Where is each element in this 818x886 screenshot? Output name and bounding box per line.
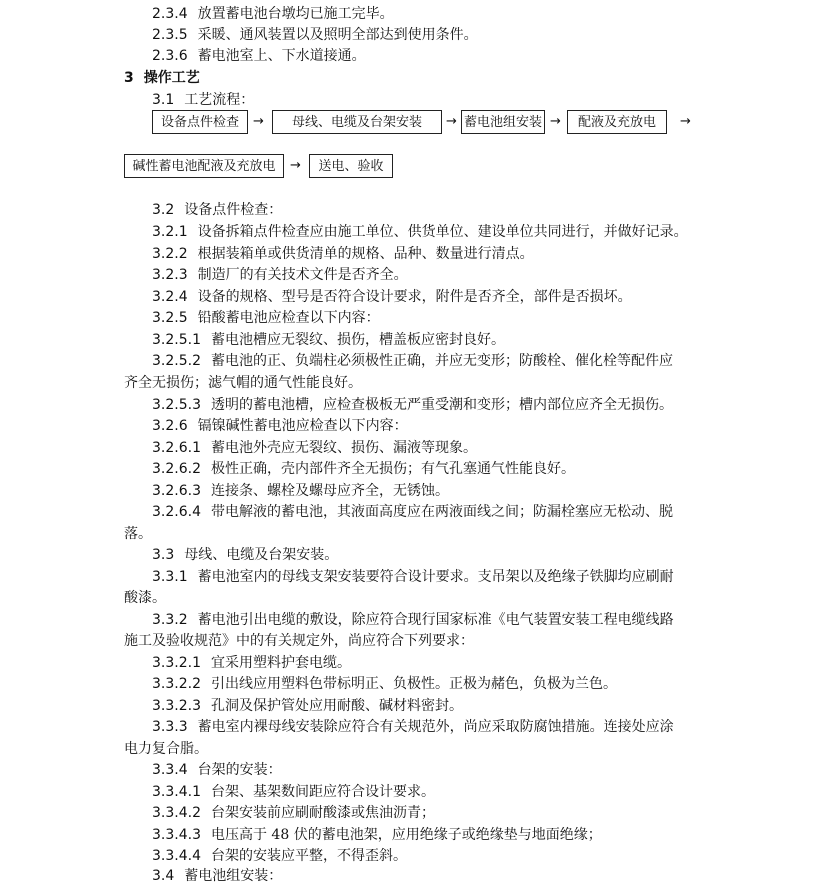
clause-number: 3.2.5.2 bbox=[152, 353, 201, 369]
clause-text: 操作工艺 bbox=[143, 70, 200, 86]
clause-text: 蓄电池的正、负端柱必须极性正确，并应无变形；防酸栓、催化栓等配件应 bbox=[210, 353, 673, 369]
text-line bbox=[152, 265, 408, 285]
text-line bbox=[152, 438, 477, 458]
clause-text: 台架安装前应刷耐酸漆或焦油沥青； bbox=[210, 805, 435, 821]
text-line bbox=[152, 46, 366, 66]
text-line bbox=[152, 244, 534, 264]
text-line bbox=[152, 222, 688, 242]
text-line-continuation bbox=[124, 588, 166, 608]
clause-text: 根据装箱单或供货清单的规格、品种、数量进行清点。 bbox=[197, 246, 534, 262]
clause-text: 台架的安装应平整，不得歪斜。 bbox=[210, 848, 407, 864]
text-line bbox=[152, 416, 408, 436]
clause-number: 3.3.4 bbox=[152, 762, 188, 778]
text-line bbox=[152, 330, 505, 350]
text-line-continuation bbox=[124, 739, 208, 759]
clause-number: 3.2.3 bbox=[152, 267, 188, 283]
flow-step-box: 母线、电缆及台架安装 bbox=[272, 110, 442, 134]
clause-number: 3.3.4.1 bbox=[152, 784, 201, 800]
text-line bbox=[152, 502, 673, 522]
clause-text: 放置蓄电池台墩均已施工完毕。 bbox=[197, 6, 394, 22]
clause-text: 铅酸蓄电池应检查以下内容： bbox=[197, 310, 380, 326]
clause-number: 3.2.6 bbox=[152, 418, 188, 434]
clause-number: 3.2.6.1 bbox=[152, 440, 201, 456]
clause-text: 蓄电池槽应无裂纹、损伤，槽盖板应密封良好。 bbox=[210, 332, 505, 348]
clause-number: 3.3.1 bbox=[152, 569, 188, 585]
clause-text: 设备的规格、型号是否符合设计要求，附件是否齐全，部件是否损坏。 bbox=[197, 289, 632, 305]
section-heading bbox=[124, 68, 200, 88]
clause-number: 3.2.6.2 bbox=[152, 461, 201, 477]
text-line bbox=[152, 395, 673, 415]
clause-text: 孔洞及保护管处应用耐酸、碱材料密封。 bbox=[210, 698, 463, 714]
clause-number: 3.3.2 bbox=[152, 612, 188, 628]
clause-number: 2.3.4 bbox=[152, 6, 188, 22]
text-line bbox=[152, 846, 407, 866]
flow-step-box: 蓄电池组安装 bbox=[461, 110, 545, 134]
text-line bbox=[152, 825, 602, 845]
text-line bbox=[152, 351, 673, 371]
clause-text: 连接条、螺栓及螺母应齐全，无锈蚀。 bbox=[210, 483, 449, 499]
flow-step-box: 送电、验收 bbox=[309, 154, 393, 178]
text-line-continuation bbox=[124, 373, 362, 393]
clause-text: 工艺流程： bbox=[184, 92, 255, 108]
text-line bbox=[152, 567, 674, 587]
arrow-right-icon: → bbox=[290, 158, 301, 173]
clause-text: 齐全无损伤；滤气帽的通气性能良好。 bbox=[124, 375, 362, 391]
clause-text: 蓄电室内裸母线安装除应符合有关规范外，尚应采取防腐蚀措施。连接处应涂 bbox=[197, 719, 674, 735]
clause-number: 3.2.5.1 bbox=[152, 332, 201, 348]
clause-text: 蓄电池组安装： bbox=[184, 868, 283, 884]
text-line bbox=[152, 717, 674, 737]
text-line bbox=[152, 760, 282, 780]
clause-number: 3.1 bbox=[152, 92, 175, 108]
clause-number: 3.2.6.3 bbox=[152, 483, 201, 499]
text-line bbox=[152, 610, 674, 630]
clause-number: 3.3.2.1 bbox=[152, 655, 201, 671]
clause-text: 带电解液的蓄电池，其液面高度应在两液面线之间；防漏栓塞应无松动、脱 bbox=[210, 504, 673, 520]
clause-number: 3.2 bbox=[152, 202, 175, 218]
clause-text: 台架的安装： bbox=[197, 762, 282, 778]
text-line bbox=[152, 545, 338, 565]
text-line bbox=[152, 674, 617, 694]
clause-text: 母线、电缆及台架安装。 bbox=[184, 547, 339, 563]
flow-step-box: 设备点件检查 bbox=[152, 110, 248, 134]
clause-text: 引出线应用塑料色带标明正、负极性。正极为赭色，负极为兰色。 bbox=[210, 676, 617, 692]
clause-number: 2.3.5 bbox=[152, 27, 188, 43]
clause-text: 酸漆。 bbox=[124, 590, 166, 606]
text-line bbox=[152, 782, 435, 802]
clause-text: 蓄电池室上、下水道接通。 bbox=[197, 48, 366, 64]
text-line bbox=[152, 459, 575, 479]
clause-text: 施工及验收规范》中的有关规定外，尚应符合下列要求： bbox=[124, 633, 474, 649]
clause-number: 3.3.4.2 bbox=[152, 805, 201, 821]
text-line bbox=[152, 90, 254, 110]
clause-text: 电力复合脂。 bbox=[124, 741, 208, 757]
text-line bbox=[152, 308, 380, 328]
text-line bbox=[152, 481, 449, 501]
clause-text: 设备拆箱点件检查应由施工单位、供货单位、建设单位共同进行，并做好记录。 bbox=[197, 224, 688, 240]
clause-number: 3.3.2.2 bbox=[152, 676, 201, 692]
clause-number: 3.3.2.3 bbox=[152, 698, 201, 714]
clause-number: 3.3 bbox=[152, 547, 175, 563]
clause-number: 3.2.1 bbox=[152, 224, 188, 240]
clause-text: 透明的蓄电池槽，应检查极板无严重受潮和变形；槽内部位应齐全无损伤。 bbox=[210, 397, 673, 413]
clause-text: 采暖、通风装置以及照明全部达到使用条件。 bbox=[197, 27, 478, 43]
clause-number: 3.4 bbox=[152, 868, 175, 884]
text-line bbox=[152, 696, 463, 716]
clause-number: 3.2.5 bbox=[152, 310, 188, 326]
text-line bbox=[152, 287, 632, 307]
text-line-continuation bbox=[124, 631, 474, 651]
arrow-right-icon: → bbox=[253, 114, 264, 129]
clause-text: 蓄电池室内的母线支架安装要符合设计要求。支吊架以及绝缘子铁脚均应刷耐 bbox=[197, 569, 674, 585]
clause-text: 蓄电池引出电缆的敷设，除应符合现行国家标准《电气装置安装工程电缆线路 bbox=[197, 612, 674, 628]
text-line bbox=[152, 200, 282, 220]
clause-number: 3.3.3 bbox=[152, 719, 188, 735]
clause-text: 制造厂的有关技术文件是否齐全。 bbox=[197, 267, 408, 283]
clause-text: 镉镍碱性蓄电池应检查以下内容： bbox=[197, 418, 408, 434]
clause-number: 2.3.6 bbox=[152, 48, 188, 64]
text-line bbox=[152, 25, 478, 45]
clause-text: 设备点件检查： bbox=[184, 202, 283, 218]
text-line-continuation bbox=[124, 524, 152, 544]
clause-text: 电压高于 48 伏的蓄电池架，应用绝缘子或绝缘垫与地面绝缘； bbox=[210, 827, 602, 843]
arrow-right-icon: → bbox=[446, 114, 457, 129]
text-line bbox=[152, 866, 282, 886]
clause-number: 3.2.2 bbox=[152, 246, 188, 262]
clause-text: 宜采用塑料护套电缆。 bbox=[210, 655, 351, 671]
clause-text: 极性正确，壳内部件齐全无损伤；有气孔塞通气性能良好。 bbox=[210, 461, 575, 477]
arrow-right-icon: → bbox=[680, 114, 691, 129]
text-line bbox=[152, 4, 394, 24]
clause-number: 3.3.4.4 bbox=[152, 848, 201, 864]
text-line bbox=[152, 653, 351, 673]
arrow-right-icon: → bbox=[550, 114, 561, 129]
clause-number: 3 bbox=[124, 70, 134, 86]
flow-step-box: 配液及充放电 bbox=[567, 110, 667, 134]
clause-number: 3.2.5.3 bbox=[152, 397, 201, 413]
clause-text: 落。 bbox=[124, 526, 152, 542]
clause-text: 台架、基架数间距应符合设计要求。 bbox=[210, 784, 435, 800]
clause-number: 3.3.4.3 bbox=[152, 827, 201, 843]
clause-number: 3.2.6.4 bbox=[152, 504, 201, 520]
clause-text: 蓄电池外壳应无裂纹、损伤、漏液等现象。 bbox=[210, 440, 477, 456]
text-line bbox=[152, 803, 435, 823]
flow-step-box: 碱性蓄电池配液及充放电 bbox=[124, 154, 284, 178]
clause-number: 3.2.4 bbox=[152, 289, 188, 305]
